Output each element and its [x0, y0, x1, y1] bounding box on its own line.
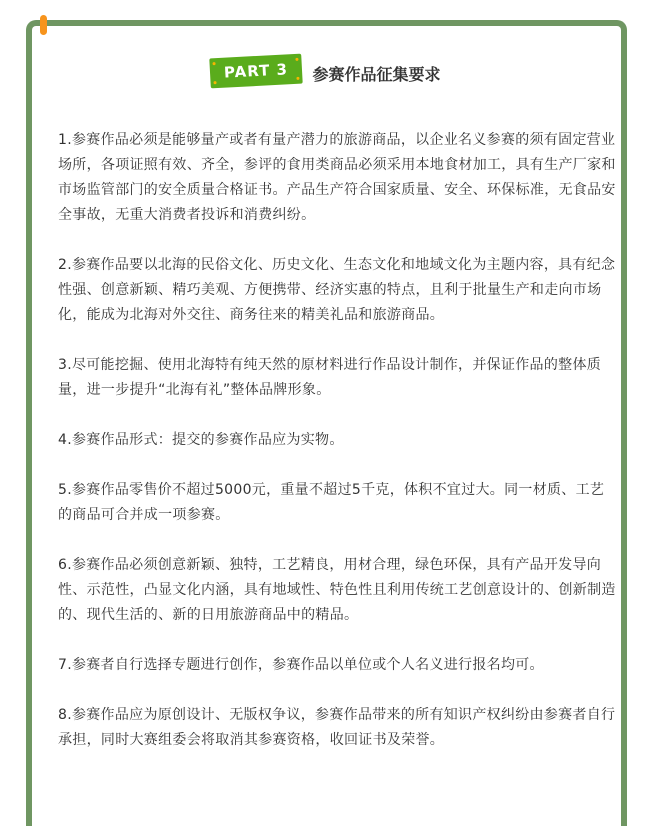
requirement-paragraph: 3.尽可能挖掘、使用北海特有纯天然的原材料进行作品设计制作，并保证作品的整体质量，进一步提升“北海有礼”整体品牌形象。: [58, 357, 602, 398]
badge-dot: [297, 77, 300, 80]
badge-dot: [214, 81, 217, 84]
requirement-paragraph: 4.参赛作品形式：提交的参赛作品应为实物。: [58, 432, 344, 448]
section-title: 参赛作品征集要求: [312, 64, 441, 84]
requirement-paragraph: 5.参赛作品零售价不超过5000元，重量不超过5千克，体积不宜过大。同一材质、工艺的商品可合并成一项参赛。: [58, 482, 605, 523]
requirement-paragraph: 2.参赛作品要以北海的民俗文化、历史文化、生态文化和地域文化为主题内容，具有纪念性强、创意新颖、精巧美观、方便携带、经济实惠的特点，且利于批量生产和走向市场化，能成为北海对外交往、商务往来的精美礼品和旅游商品。: [58, 257, 616, 323]
badge-dot: [213, 62, 216, 65]
badge-label: PART 3: [224, 60, 289, 82]
requirement-paragraph: 8.参赛作品应为原创设计、无版权争议，参赛作品带来的所有知识产权纠纷由参赛者自行承担，同时大赛组委会将取消其参赛资格，收回证书及荣誉。: [58, 707, 616, 748]
badge-dot: [296, 58, 299, 61]
requirements-list: [58, 128, 616, 778]
requirement-paragraph: 1.参赛作品必须是能够量产或者有量产潜力的旅游商品，以企业名义参赛的须有固定营业场所，各项证照有效、齐全，参评的食用类商品必须采用本地食材加工，具有生产厂家和市场监管部门的安全质量合格证书。产品生产符合国家质量、安全、环保标准，无食品安全事故，无重大消费者投诉和消费纠纷。: [58, 132, 616, 223]
part-badge: [210, 54, 303, 89]
pin-decoration: [40, 15, 47, 35]
requirement-paragraph: 7.参赛者自行选择专题进行创作，参赛作品以单位或个人名义进行报名均可。: [58, 657, 544, 673]
section-header: [0, 56, 651, 86]
requirement-paragraph: 6.参赛作品必须创意新颖、独特，工艺精良，用材合理，绿色环保，具有产品开发导向性、示范性，凸显文化内涵，具有地域性、特色性且利用传统工艺创意设计的、创新制造的、现代生活的、新的日用旅游商品中的精品。: [58, 557, 616, 623]
